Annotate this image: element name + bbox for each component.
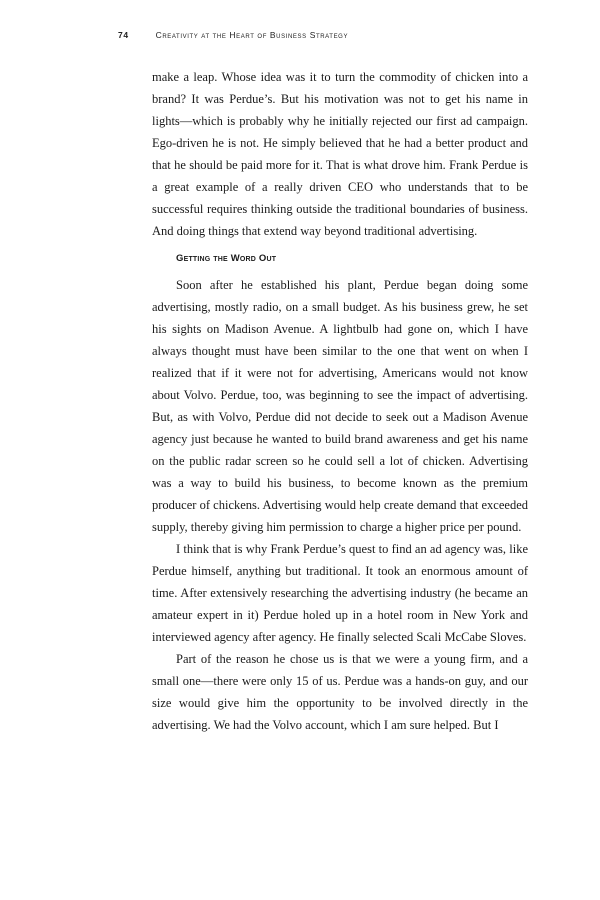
body-text [152, 66, 528, 736]
paragraph: I think that is why Frank Perdue’s quest to find an ad agency was, like Perdue himself, anything but traditional. It took an enormous amount of time. After extensively researching the advertising industry (he became an amateur expert in it) Perdue holed up in a hotel room in New York and interviewed agency after agency. He finally selected Scali McCabe Sloves. [152, 542, 528, 644]
paragraph: make a leap. Whose idea was it to turn the commodity of chicken into a brand? It was Perdue’s. But his motivation was not to get his name in lights—which is probably why he initially rejected our first ad campaign. Ego-driven he is not. He simply believed that he had a better product and that he should be paid more for it. That is what drove him. Frank Perdue is a great example of a really driven CEO who understands that to be successful requires thinking outside the traditional boundaries of business. And doing things that extend way beyond traditional advertising. [152, 70, 528, 238]
paragraph: Soon after he established his plant, Perdue began doing some advertising, mostly radio, on a small budget. As his business grew, he set his sights on Madison Avenue. A lightbulb had gone on, which I have always thought must have been similar to the one that went on when I realized that if it were not for advertising, Americans would not know about Volvo. Perdue, too, was beginning to see the impact of advertising. But, as with Volvo, Perdue did not decide to seek out a Madison Avenue agency just because he wanted to build brand awareness and get his name on the public radar screen so he could sell a lot of chicken. Advertising was a way to build his business, to become known as the premium producer of chickens. Advertising would help create demand that exceeded supply, thereby giving him permission to charge a higher price per pound. [152, 278, 528, 534]
section-heading: Getting the Word Out [176, 253, 277, 264]
page-number: 74 [118, 30, 129, 40]
paragraph: Part of the reason he chose us is that we were a young firm, and a small one—there were only 15 of us. Perdue was a hands-on guy, and our size would give him the opportunity to be involved directly in the advertising. We had the Volvo account, which I am sure helped. But I [152, 652, 528, 732]
running-title: Creativity at the Heart of Business Strategy [155, 30, 349, 40]
running-head [118, 30, 538, 40]
